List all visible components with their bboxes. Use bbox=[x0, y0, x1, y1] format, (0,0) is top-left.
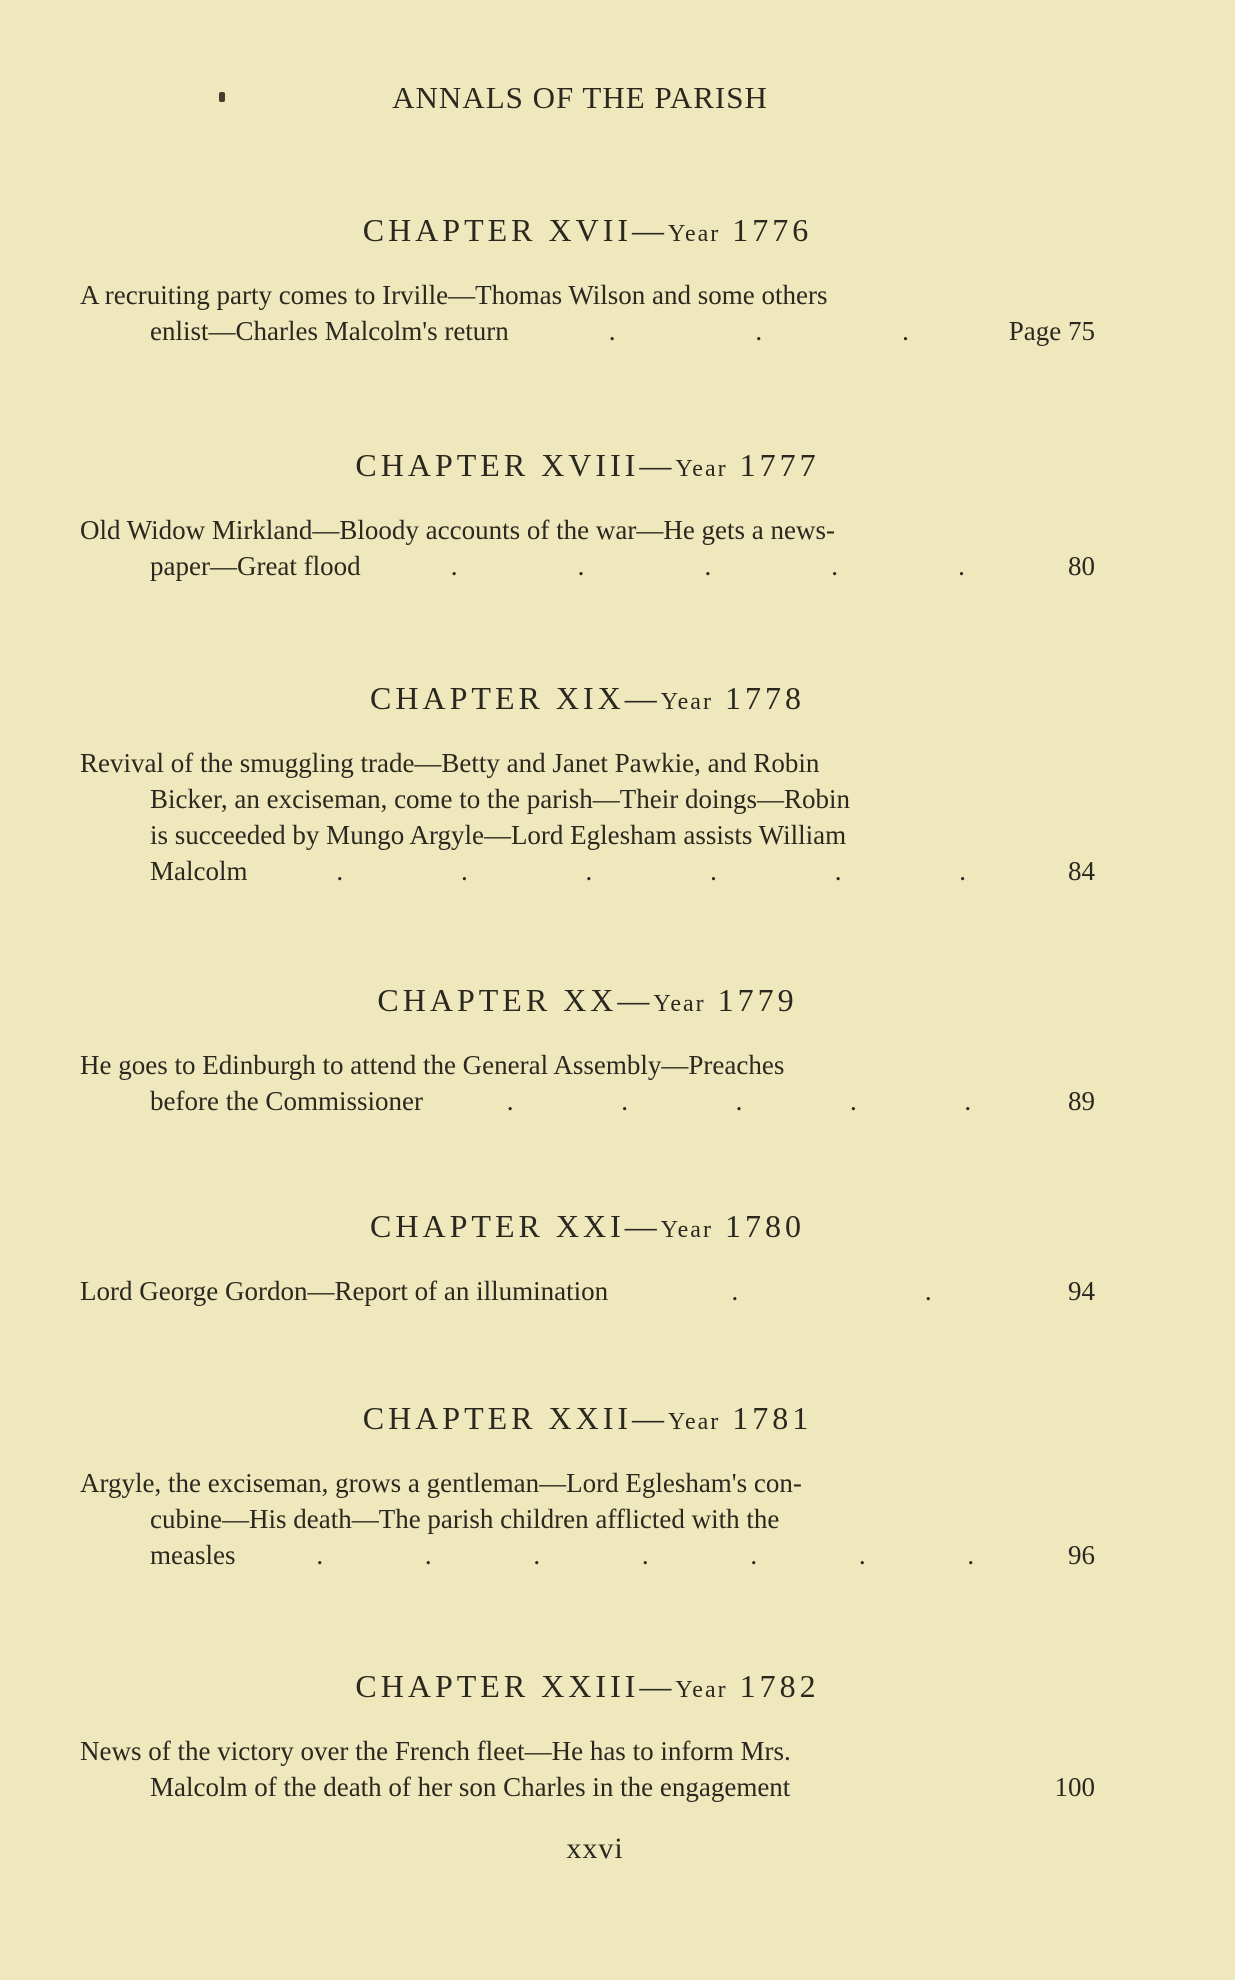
running-head: ANNALS OF THE PARISH bbox=[392, 80, 768, 115]
year-word: Year bbox=[675, 1677, 728, 1703]
chapter-heading bbox=[80, 982, 1095, 1019]
summary-line: A recruiting party comes to Irville—Thomas Wilson and some others bbox=[80, 280, 828, 310]
chapter-summary bbox=[80, 1273, 1095, 1309]
chapter-entry bbox=[80, 982, 1095, 1119]
dot-leaders: . . bbox=[731, 1276, 932, 1306]
year-word: Year bbox=[675, 456, 728, 482]
chapter-number: CHAPTER XVIII— bbox=[355, 447, 676, 483]
summary-line: enlist—Charles Malcolm's return . . . Page 75 bbox=[80, 313, 1095, 349]
dot-leaders: . . . . . bbox=[450, 551, 965, 581]
chapter-year: 1776 bbox=[732, 212, 813, 248]
page-number: 94 bbox=[1068, 1276, 1095, 1306]
chapter-summary bbox=[80, 1465, 1095, 1573]
chapter-entry bbox=[80, 680, 1095, 889]
year-word: Year bbox=[660, 1217, 713, 1243]
chapter-heading bbox=[80, 447, 1095, 484]
chapter-entry bbox=[80, 1208, 1095, 1309]
summary-line: Old Widow Mirkland—Bloody accounts of the war—He gets a news- bbox=[80, 515, 836, 545]
year-word: Year bbox=[660, 689, 713, 715]
summary-line: Malcolm of the death of her son Charles in the engagement 100 bbox=[80, 1769, 1095, 1805]
page-number: 89 bbox=[1068, 1086, 1095, 1116]
dot-leaders: . . . . . . . bbox=[316, 1540, 975, 1570]
chapter-year: 1779 bbox=[717, 982, 798, 1018]
chapter-heading bbox=[80, 1208, 1095, 1245]
page-number: 96 bbox=[1068, 1540, 1095, 1570]
chapter-summary bbox=[80, 512, 1095, 584]
chapter-year: 1782 bbox=[739, 1668, 820, 1704]
summary-line: Argyle, the exciseman, grows a gentleman—Lord Eglesham's con- bbox=[80, 1468, 802, 1498]
summary-line: News of the victory over the French fleet—He has to inform Mrs. bbox=[80, 1736, 791, 1766]
summary-line: Revival of the smuggling trade—Betty and Janet Pawkie, and Robin bbox=[80, 748, 820, 778]
chapter-number: CHAPTER XXI— bbox=[370, 1208, 661, 1244]
chapter-summary bbox=[80, 1733, 1095, 1805]
chapter-heading bbox=[80, 212, 1095, 249]
page-folio: xxvi bbox=[566, 1832, 624, 1865]
chapter-year: 1780 bbox=[724, 1208, 805, 1244]
chapter-summary bbox=[80, 277, 1095, 349]
dot-leaders: . . . . . bbox=[506, 1086, 972, 1116]
summary-line: measles . . . . . . . 96 bbox=[80, 1537, 1095, 1573]
chapter-entry bbox=[80, 212, 1095, 349]
chapter-year: 1778 bbox=[724, 680, 805, 716]
page-number: 84 bbox=[1068, 856, 1095, 886]
year-word: Year bbox=[668, 1409, 721, 1435]
chapter-number: CHAPTER XX— bbox=[377, 982, 654, 1018]
year-word: Year bbox=[668, 221, 721, 247]
chapter-heading bbox=[80, 1668, 1095, 1705]
summary-line: Lord George Gordon—Report of an illumination . . 94 bbox=[80, 1273, 1095, 1309]
chapter-summary bbox=[80, 1047, 1095, 1119]
page-number: 100 bbox=[1054, 1772, 1095, 1802]
chapter-number: CHAPTER XIX— bbox=[370, 680, 661, 716]
chapter-number: CHAPTER XVII— bbox=[362, 212, 669, 248]
chapter-entry bbox=[80, 1400, 1095, 1573]
summary-line: before the Commissioner . . . . . 89 bbox=[80, 1083, 1095, 1119]
summary-line: cubine—His death—The parish children afflicted with the bbox=[150, 1504, 780, 1534]
chapter-summary bbox=[80, 745, 1095, 889]
dot-leaders: . . . . . . bbox=[336, 856, 967, 886]
chapter-number: CHAPTER XXIII— bbox=[355, 1668, 676, 1704]
chapter-heading bbox=[80, 1400, 1095, 1437]
chapter-number: CHAPTER XXII— bbox=[362, 1400, 669, 1436]
year-word: Year bbox=[653, 991, 706, 1017]
dot-leaders: . . . bbox=[608, 316, 909, 346]
chapter-entry bbox=[80, 1668, 1095, 1805]
summary-line: paper—Great flood . . . . . 80 bbox=[80, 548, 1095, 584]
chapter-heading bbox=[80, 680, 1095, 717]
page-number: 80 bbox=[1068, 551, 1095, 581]
chapter-entry bbox=[80, 447, 1095, 584]
chapter-year: 1781 bbox=[732, 1400, 813, 1436]
summary-line: He goes to Edinburgh to attend the General Assembly—Preaches bbox=[80, 1050, 785, 1080]
page-number: Page 75 bbox=[1008, 316, 1095, 346]
chapter-year: 1777 bbox=[739, 447, 820, 483]
summary-line: is succeeded by Mungo Argyle—Lord Eglesham assists William bbox=[150, 820, 847, 850]
summary-line: Malcolm . . . . . . 84 bbox=[80, 853, 1095, 889]
summary-line: Bicker, an exciseman, come to the parish—Their doings—Robin bbox=[150, 784, 850, 814]
